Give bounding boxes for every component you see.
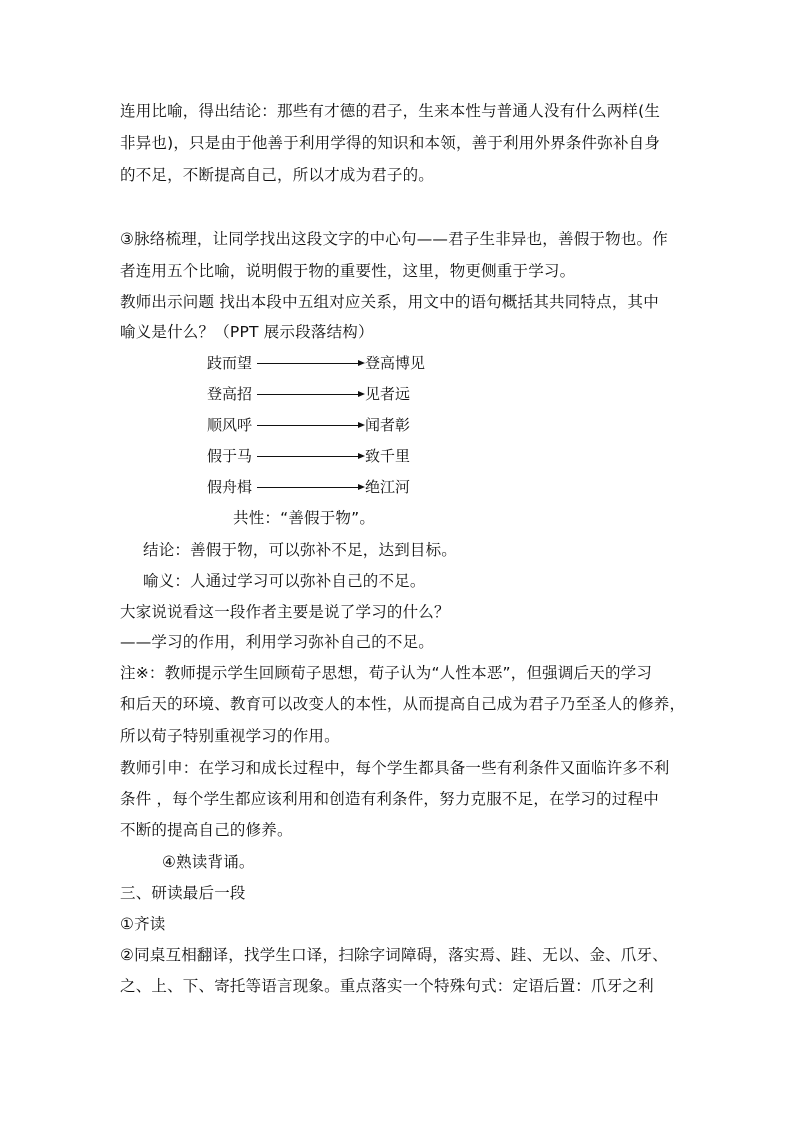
answer-text: ——学习的作用，利用学习弥补自己的不足。: [120, 633, 435, 651]
mapping-right: 致千里: [365, 447, 411, 465]
arrow-right-icon: [255, 477, 365, 497]
mapping-row: [207, 415, 410, 435]
mapping-right: 见者远: [365, 385, 411, 403]
paragraph-question-line-1: 教师出示问题 找出本段中五组对应关系，用文中的语句概括其共同特点，其中: [120, 293, 659, 311]
mapping-row: [207, 353, 425, 373]
section-heading: 三、研读最后一段: [120, 884, 246, 902]
guide-line-3: 不断的提高自己的修养。: [120, 821, 293, 839]
step-recite: ④熟读背诵。: [162, 853, 255, 871]
guide-line-2: 条件 ，每个学生都应该利用和创造有利条件，努力克服不足，在学习的过程中: [120, 790, 659, 808]
question-text: 大家说说看这一段作者主要是说了学习的什么？: [120, 603, 450, 621]
mapping-row: [207, 446, 410, 466]
mapping-left: 顺风呼: [207, 416, 253, 434]
arrow-right-icon: [255, 446, 365, 466]
paragraph-outline-line-1: ③脉络梳理，让同学找出这段文字的中心句——君子生非异也，善假于物也。作: [120, 230, 668, 248]
mapping-left: 假于马: [207, 447, 253, 465]
mapping-left: 跂而望: [207, 354, 253, 372]
conclusion-text: 结论：善假于物，可以弥补不足，达到目标。: [143, 541, 458, 559]
mapping-left: 假舟楫: [207, 478, 253, 496]
arrow-right-icon: [255, 384, 365, 404]
mapping-row: [207, 384, 410, 404]
commonality-text: 共性：“善假于物”。: [233, 509, 376, 527]
mapping-right: 登高博见: [365, 354, 426, 372]
translate-line-1: ②同桌互相翻译，找学生口译，扫除字词障碍，落实焉、跬、无以、金、爪牙、: [120, 946, 668, 964]
mapping-row: [207, 477, 410, 497]
note-line-2: 和后天的环境、教育可以改变人的本性，从而提高自己成为君子乃至圣人的修养，: [120, 695, 686, 713]
translate-line-2: 之、上、下、寄托等语言现象。重点落实一个特殊句式：定语后置：爪牙之利: [120, 977, 654, 995]
step-read-aloud: ①齐读: [120, 915, 166, 933]
guide-line-1: 教师引申：在学习和成长过程中，每个学生都具备一些有利条件又面临许多不利: [120, 759, 670, 777]
note-line-3: 所以荀子特别重视学习的作用。: [120, 727, 340, 745]
paragraph-outline-line-2: 者连用五个比喻，说明假于物的重要性，这里，物更侧重于学习。: [120, 262, 576, 280]
mapping-right: 绝江河: [365, 478, 411, 496]
mapping-right: 闻者彰: [365, 416, 411, 434]
paragraph-conclusion-line-1: 连用比喻，得出结论：那些有才德的君子，生来本性与普通人没有什么两样(生: [120, 102, 661, 120]
paragraph-question-line-2: 喻义是什么？（PPT 展示段落结构）: [120, 323, 374, 341]
note-line-1: 注※：教师提示学生回顾荀子思想，荀子认为“人性本恶”，但强调后天的学习: [120, 664, 653, 682]
arrow-right-icon: [255, 353, 365, 373]
paragraph-conclusion-line-3: 的不足，不断提高自己，所以才成为君子的。: [120, 166, 435, 184]
metaphor-text: 喻义：人通过学习可以弥补自己的不足。: [143, 572, 426, 590]
mapping-left: 登高招: [207, 385, 253, 403]
arrow-right-icon: [255, 415, 365, 435]
paragraph-conclusion-line-2: 非异也)，只是由于他善于利用学得的知识和本领，善于利用外界条件弥补自身: [120, 134, 661, 152]
